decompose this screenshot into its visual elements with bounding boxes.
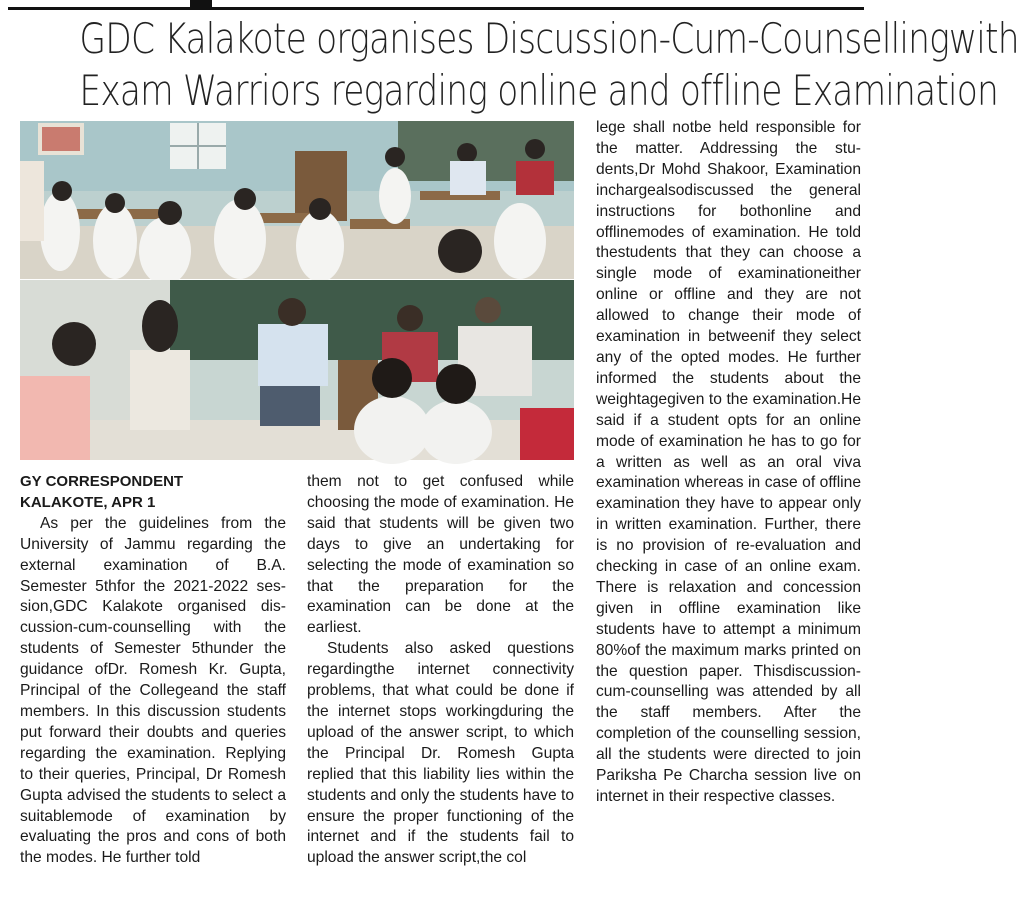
top-tab-mark	[190, 0, 212, 7]
column-1-paragraph: As per the guidelines from the University of Jammu regarding the external examination of B.A. Semester 5thfor the 2021-2022 session,GDC Kalakote organised discussion-cum-counselling with the students of Semester 5thunder the guidance ofDr. Romesh Kr. Gupta, Principal of the Collegeand the staff members. In this discussion students put forward their doubts and queries regarding the examination. Replying to their queries, Principal, Dr Romesh Gupta advised the students to select a suitablemode of examination by evaluating the pros and cons of both the modes. He further told	[20, 514, 286, 867]
headline-line-1: GDC Kalakote organises Discussion-Cum-Counsellingwith	[79, 14, 1019, 63]
top-rule	[8, 7, 864, 10]
article-column-1	[20, 472, 286, 869]
photo-staff-panel	[20, 280, 574, 460]
column-2-paragraph-1: them not to get confused while choosing the mode of examination. He said that students will be given two days to give an undertaking for selecting the mode of examination so that the preparation for the examination can be done at the earliest.	[307, 473, 574, 637]
column-3-paragraph: lege shall notbe held responsible for the matter. Addressing the students,Dr Mohd Shakoor, Examination inchargealsodiscussed the general instructions for bothonline and offlinemodes of examination. He told thestudents that they can choose a single mode of examinationeither online or offline and they are not allowed to change their mode of examination in betweenif they select any of the opted modes. He further informed the students about the weightagegiven to the examination.He said if a student opts for an online mode of examination he has to go for a written as well as an oral viva examination whereas in case of offline examination they have to appear only in written examination. Further, there is no provision of re-evaluation and checking in case of an online exam. There is relaxation and concession given in offline examination like students have to attempt a minimum 80%of the maximum marks printed on the question paper. Thisdiscussion-cum-counselling was attended by all the staff members. After the completion of the counselling session, all the students were directed to join Pariksha Pe Charcha session live on internet in their respective classes.	[596, 119, 861, 805]
photo-classroom-students	[20, 121, 574, 279]
column-2-paragraph-2: Students also asked questions regardingthe internet connectivity problems, that what could be done if the internet stops workingduring the upload of the answer script, to which the Principal Dr. Romesh Gupta replied that this liability lies within the students and only the students have to ensure the proper functioning of the internet and if the students fail to upload the answer script,the col	[307, 640, 575, 867]
headline-line-2: Exam Warriors regarding online and offline Examination	[79, 66, 999, 115]
article-column-2	[307, 472, 574, 869]
byline-correspondent: GY CORRESPONDENT	[20, 473, 184, 490]
article-column-3	[596, 118, 861, 808]
byline-dateline: KALAKOTE, APR 1	[20, 493, 156, 511]
